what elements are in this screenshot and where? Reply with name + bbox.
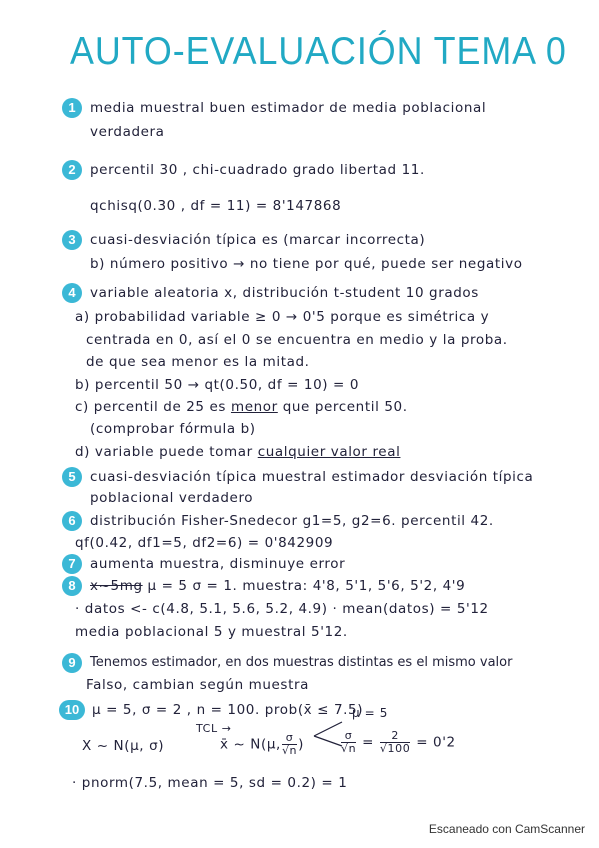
- item-4-line-2: a) probabilidad variable ≥ 0 → 0'5 porque es simétrica y: [75, 309, 490, 325]
- frac-3-numerator: 2: [380, 730, 410, 743]
- camscanner-footer: Escaneado con CamScanner: [428, 822, 585, 836]
- item-10-x-distribution: X ~ N(μ, σ): [82, 738, 165, 754]
- item-8-line-1-text: μ = 5 σ = 1. muestra: 4'8, 5'1, 5'6, 5'2, 4'9: [147, 578, 466, 594]
- item-8-crossed-out: x~5mg: [90, 578, 143, 594]
- frac-1-denominator: √n: [281, 744, 298, 757]
- item-7-line-1: aumenta muestra, disminuye error: [90, 556, 346, 572]
- frac-2-denominator: √n: [341, 742, 357, 755]
- item-10-xbar-close: ): [298, 736, 304, 753]
- item-number-6: 6: [62, 511, 82, 531]
- item-4-line-6-text: c) percentil de 25 es: [75, 399, 227, 415]
- page-title: AUTO-EVALUACIÓN TEMA 0: [70, 30, 567, 73]
- item-3-line-2: b) número positivo → no tiene por qué, puede ser negativo: [90, 256, 523, 272]
- item-4-line-8: [75, 444, 400, 460]
- item-5-line-2: poblacional verdadero: [90, 490, 254, 506]
- item-10-tcl-label: TCL →: [196, 722, 232, 735]
- item-2-line-2: qchisq(0.30 , df = 11) = 8'147868: [90, 198, 342, 214]
- item-4-line-4: de que sea menor es la mitad.: [86, 354, 310, 370]
- item-4-line-5: b) percentil 50 → qt(0.50, df = 10) = 0: [75, 377, 360, 393]
- item-1-line-2: verdadera: [90, 124, 165, 140]
- item-6-line-1: distribución Fisher-Snedecor g1=5, g2=6. percentil 42.: [90, 513, 494, 529]
- item-2-line-1: percentil 30 , chi-cuadrado grado libertad 11.: [90, 162, 425, 178]
- item-number-7: 7: [62, 554, 82, 574]
- item-10-line-1: μ = 5, σ = 2 , n = 100. prob(x̄ ≤ 7.5): [92, 702, 364, 718]
- item-10-pnorm: · pnorm(7.5, mean = 5, sd = 0.2) = 1: [72, 775, 348, 791]
- item-10-se-calc: [340, 730, 456, 755]
- item-4-line-6: [75, 399, 408, 415]
- item-4-line-8-text: d) variable puede tomar: [75, 444, 253, 460]
- item-number-2: 2: [62, 160, 82, 180]
- item-10-two-over-root-100: [380, 730, 410, 755]
- item-3-line-1: cuasi-desviación típica es (marcar incorrecta): [90, 232, 426, 248]
- item-1-line-1: media muestral buen estimador de media poblacional: [90, 100, 487, 116]
- item-10-result: = 0'2: [416, 734, 456, 751]
- item-8-line-1: [90, 578, 465, 594]
- item-8-line-2: · datos <- c(4.8, 5.1, 5.6, 5.2, 4.9) · mean(datos) = 5'12: [75, 601, 489, 617]
- frac-2-numerator: σ: [341, 730, 356, 743]
- item-4-line-1: variable aleatoria x, distribución t-student 10 grados: [90, 285, 479, 301]
- item-5-line-1: cuasi-desviación típica muestral estimador desviación típica: [90, 469, 534, 485]
- item-number-4: 4: [62, 283, 82, 303]
- item-9-line-2: Falso, cambian según muestra: [86, 677, 309, 693]
- item-number-8: 8: [62, 576, 82, 596]
- frac-3-denominator: √100: [379, 742, 411, 755]
- item-10-xbar-left: x̄ ~ N(μ,: [220, 736, 281, 753]
- item-number-9: 9: [62, 653, 82, 673]
- item-6-line-2: qf(0.42, df1=5, df2=6) = 0'842909: [75, 535, 334, 551]
- item-4-line-3: centrada en 0, así el 0 se encuentra en medio y la proba.: [86, 332, 508, 348]
- item-8-line-3: media poblacional 5 y muestral 5'12.: [75, 624, 348, 640]
- item-number-10: 10: [59, 700, 85, 720]
- frac-1-numerator: σ: [282, 732, 297, 745]
- item-number-5: 5: [62, 467, 82, 487]
- item-4-line-6-end: que percentil 50.: [282, 399, 408, 415]
- item-10-sigma-over-root-n: [282, 732, 297, 757]
- item-10-mu-branch: μ = 5: [352, 706, 388, 720]
- item-10-sigma-over-root-n-2: [341, 730, 356, 755]
- item-4-underlined-real: cualquier valor real: [257, 444, 401, 460]
- item-4-underlined-menor: menor: [230, 399, 278, 415]
- item-number-3: 3: [62, 230, 82, 250]
- item-number-1: 1: [62, 98, 82, 118]
- item-9-line-1: Tenemos estimador, en dos muestras distintas es el mismo valor: [90, 655, 513, 670]
- item-10-xbar-distribution: [220, 732, 304, 757]
- item-10-equals: =: [362, 734, 375, 751]
- item-4-line-7: (comprobar fórmula b): [90, 421, 256, 437]
